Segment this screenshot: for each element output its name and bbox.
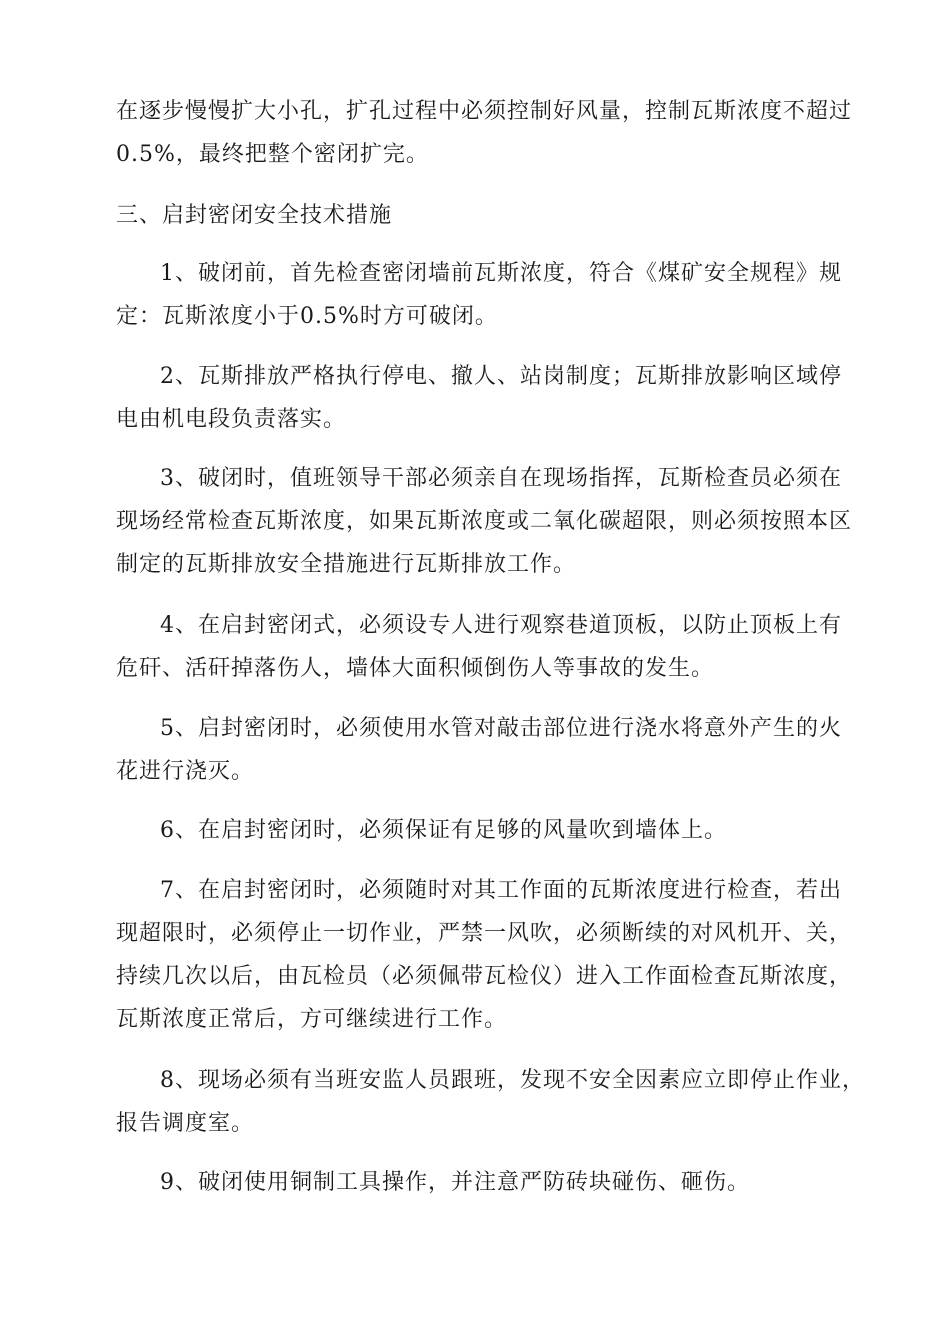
section-heading: 三、启封密闭安全技术措施 — [116, 203, 393, 228]
item-8-line: 报告调度室。 — [116, 1111, 255, 1136]
item-1-line: 1、破闭前，首先检查密闭墙前瓦斯浓度，符合《煤矿安全规程》规 — [160, 261, 842, 286]
item-4-line: 危矸、活矸掉落伤人，墙体大面积倾倒伤人等事故的发生。 — [116, 656, 715, 681]
item-7-line: 瓦斯浓度正常后，方可继续进行工作。 — [116, 1007, 508, 1032]
item-6-line: 6、在启封密闭时，必须保证有足够的风量吹到墙体上。 — [160, 818, 727, 843]
item-7-line: 7、在启封密闭时，必须随时对其工作面的瓦斯浓度进行检查，若出 — [160, 878, 842, 903]
item-2-line: 电由机电段负责落实。 — [116, 407, 347, 432]
item-5-line: 花进行浇灭。 — [116, 759, 255, 784]
item-9-line: 9、破闭使用铜制工具操作，并注意严防砖块碰伤、砸伤。 — [160, 1170, 750, 1195]
item-8-line: 8、现场必须有当班安监人员跟班，发现不安全因素应立即停止作业， — [160, 1068, 865, 1093]
item-7-line: 现超限时，必须停止一切作业，严禁一风吹，必须断续的对风机开、关， — [116, 921, 853, 946]
item-5-line: 5、启封密闭时，必须使用水管对敲击部位进行浇水将意外产生的火 — [160, 716, 842, 741]
item-3-line: 制定的瓦斯排放安全措施进行瓦斯排放工作。 — [116, 552, 577, 577]
item-7-line: 持续几次以后，由瓦检员（必须佩带瓦检仪）进入工作面检查瓦斯浓度， — [116, 964, 853, 989]
item-2-line: 2、瓦斯排放严格执行停电、撤人、站岗制度；瓦斯排放影响区域停 — [160, 364, 842, 389]
continuation-line: 在逐步慢慢扩大小孔，扩孔过程中必须控制好风量，控制瓦斯浓度不超过 — [116, 99, 853, 124]
item-1-line: 定：瓦斯浓度小于0.5%时方可破闭。 — [116, 304, 498, 329]
item-3-line: 现场经常检查瓦斯浓度，如果瓦斯浓度或二氧化碳超限，则必须按照本区 — [116, 509, 853, 534]
item-4-line: 4、在启封密闭式，必须设专人进行观察巷道顶板，以防止顶板上有 — [160, 613, 842, 638]
continuation-line: 0.5%，最终把整个密闭扩完。 — [116, 142, 429, 167]
item-3-line: 3、破闭时，值班领导干部必须亲自在现场指挥，瓦斯检查员必须在 — [160, 466, 842, 491]
